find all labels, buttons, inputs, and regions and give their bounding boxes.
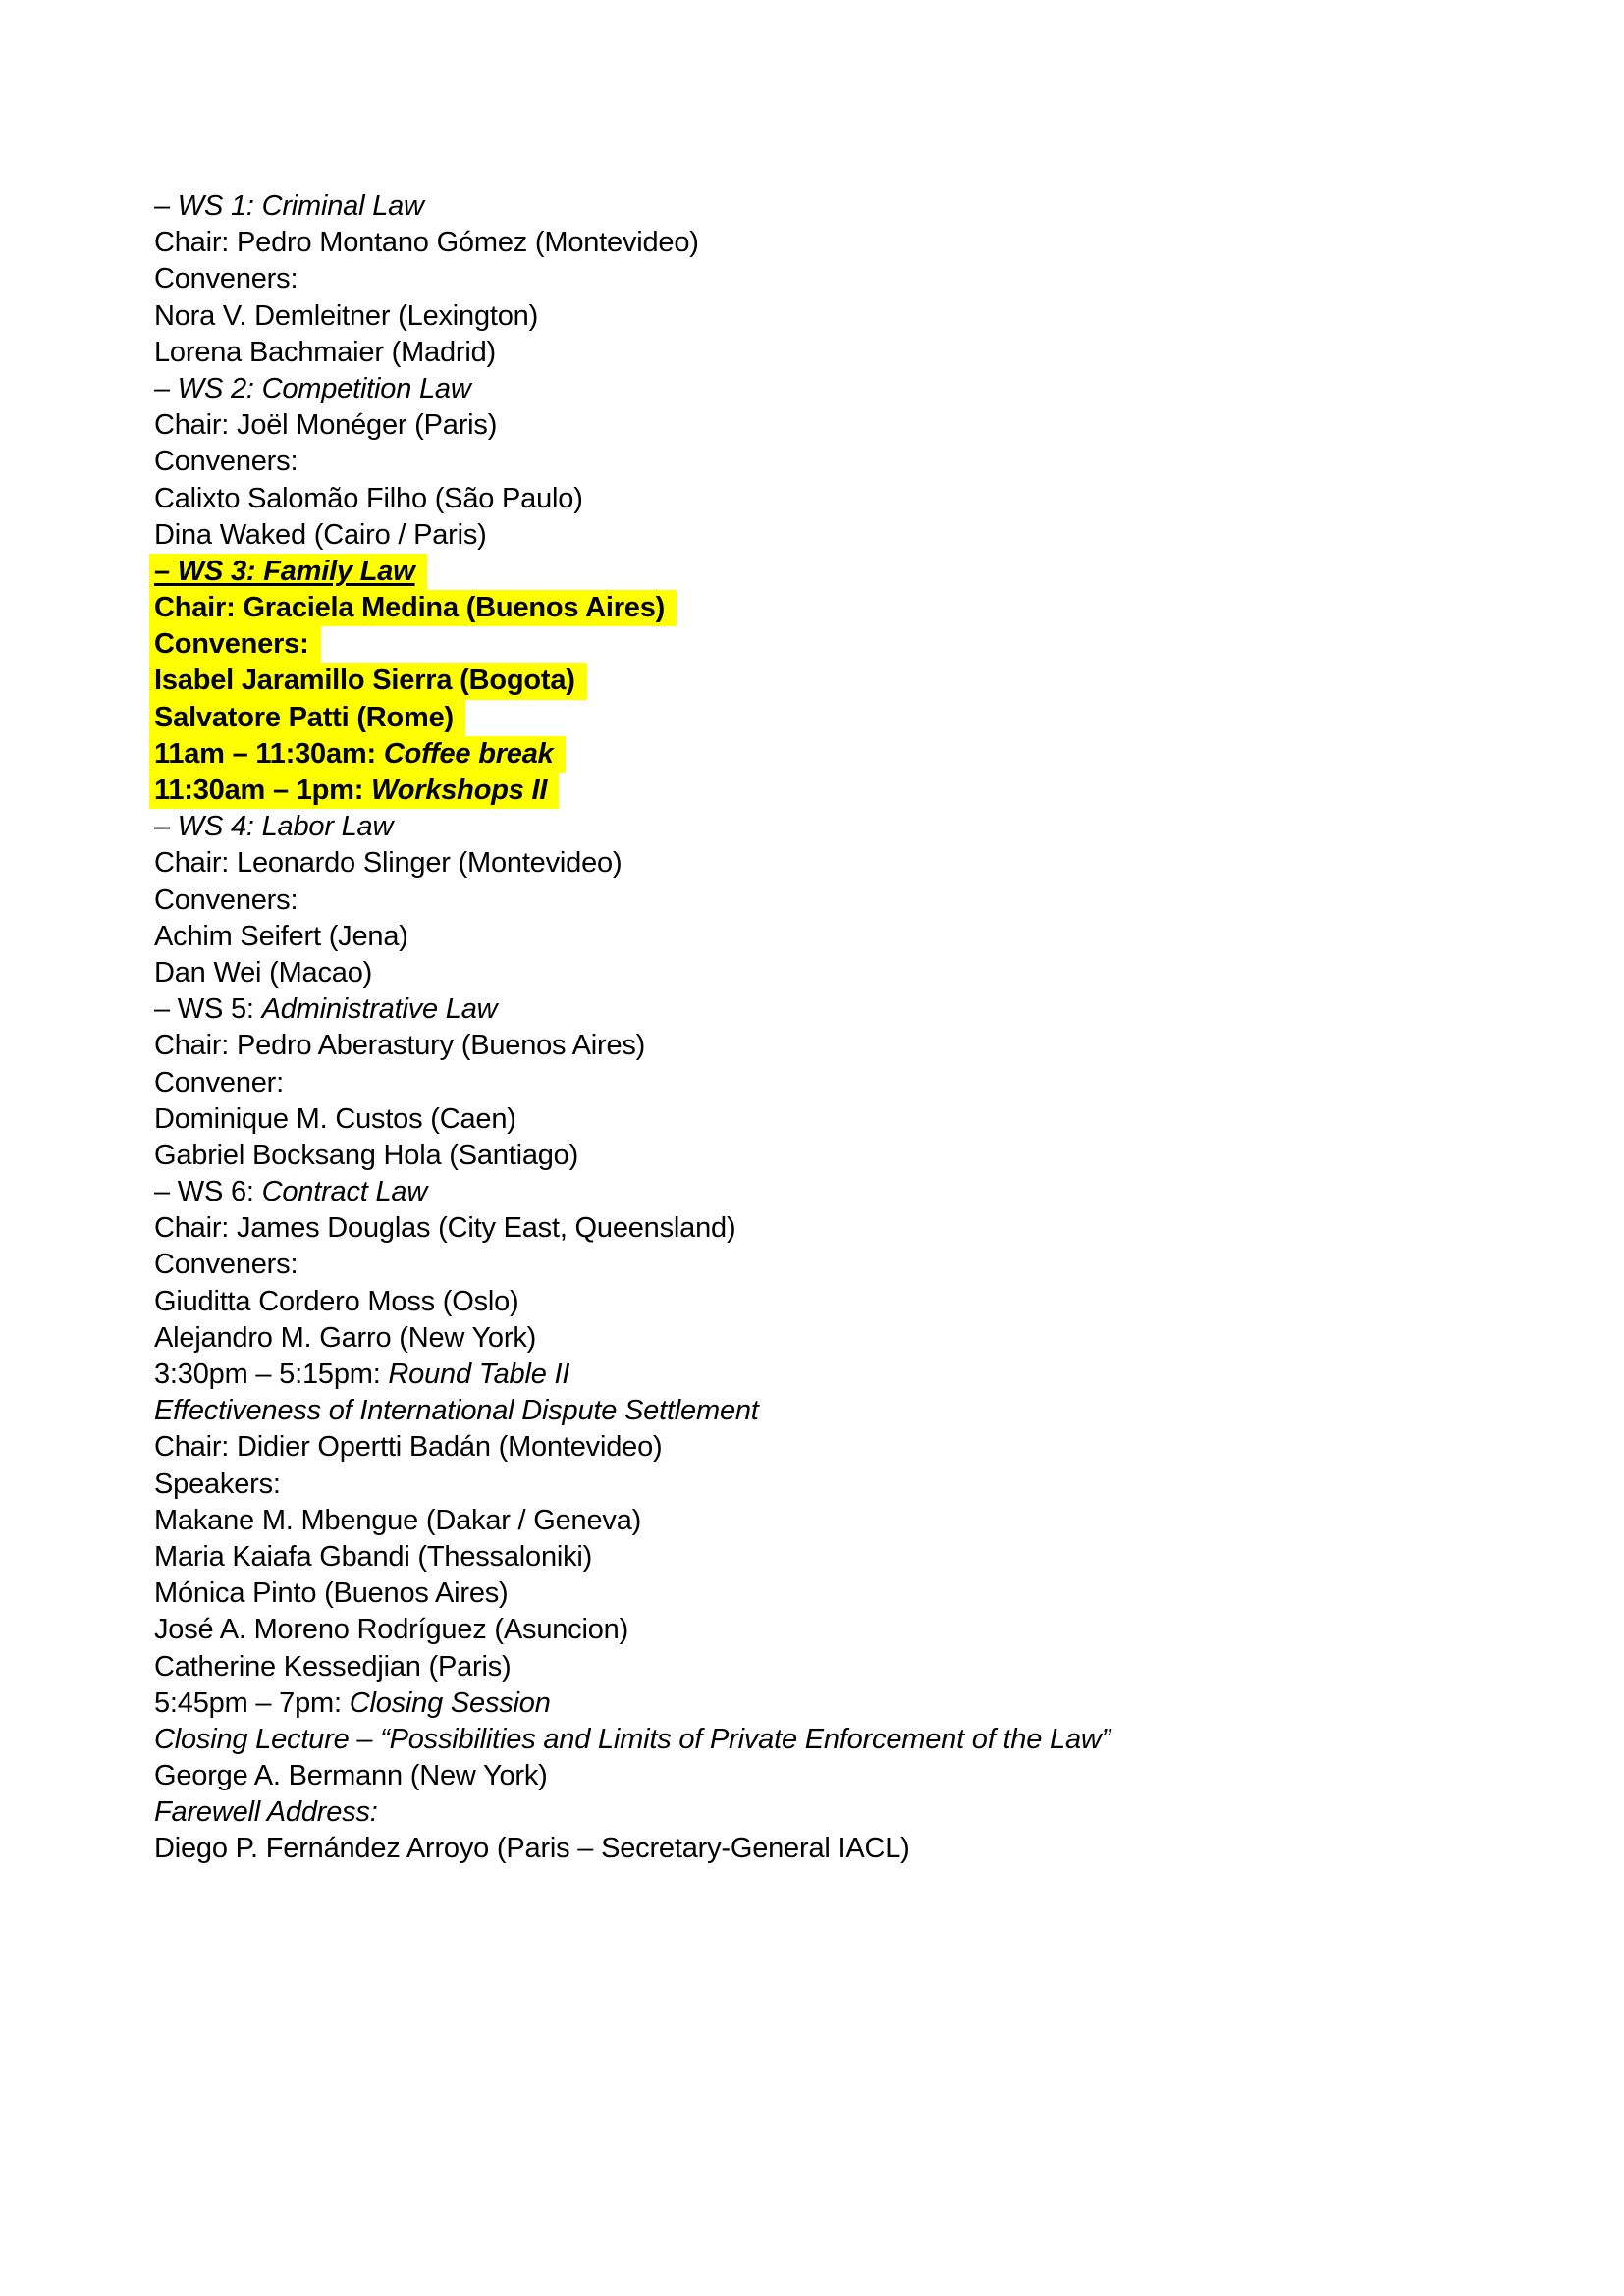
text-segment: – WS 3: Family Law <box>154 555 415 587</box>
line-text <box>154 1030 645 1061</box>
text-segment: José A. Moreno Rodríguez (Asuncion) <box>154 1614 629 1646</box>
line-text <box>154 1833 910 1864</box>
document-body <box>154 188 1565 1868</box>
line-text <box>154 263 298 294</box>
line-text <box>154 519 487 551</box>
text-segment: Chair: Graciela Medina (Buenos Aires) <box>154 592 666 624</box>
program-line <box>154 1722 1565 1758</box>
program-line <box>154 882 1565 919</box>
program-line <box>154 1649 1565 1685</box>
line-text <box>154 1359 569 1390</box>
line-text <box>154 1322 536 1354</box>
text-segment: Isabel Jaramillo Sierra (Bogota) <box>154 665 575 697</box>
text-segment: Salvatore Patti (Rome) <box>154 701 455 733</box>
program-line <box>154 1831 1565 1867</box>
text-segment: 3:30pm – 5:15pm: <box>154 1359 389 1390</box>
text-segment: Dominique M. Custos (Caen) <box>154 1102 516 1135</box>
text-segment: Chair: Didier Opertti Badán (Montevideo) <box>154 1431 663 1464</box>
program-line <box>154 371 1565 407</box>
line-text <box>154 1760 548 1791</box>
text-segment: Maria Kaiafa Gbandi (Thessaloniki) <box>154 1540 593 1573</box>
program-line <box>154 736 1565 773</box>
program-line <box>154 626 1565 663</box>
highlighted-text <box>149 700 465 736</box>
program-line <box>154 919 1565 955</box>
program-line <box>154 955 1565 991</box>
text-segment: – WS 2: Competition Law <box>154 372 471 404</box>
line-text <box>154 1212 735 1244</box>
text-segment: Lorena Bachmaier (Madrid) <box>154 336 496 368</box>
line-text <box>154 1468 281 1500</box>
text-segment: Dina Waked (Cairo / Paris) <box>154 518 487 551</box>
program-line <box>154 335 1565 371</box>
line-text <box>154 811 393 842</box>
line-text <box>154 1614 628 1645</box>
line-text <box>154 1286 519 1317</box>
line-text <box>154 921 408 952</box>
text-segment: Mónica Pinto (Buenos Aires) <box>154 1577 509 1610</box>
text-segment: Diego P. Fernández Arroyo (Paris – Secretary-General IACL) <box>154 1833 910 1865</box>
text-segment: Convener: <box>154 1066 284 1098</box>
program-line <box>154 517 1565 554</box>
line-text <box>154 373 471 404</box>
text-segment: 11:30am – 1pm: <box>154 774 372 806</box>
line-text <box>154 190 424 222</box>
program-line <box>154 773 1565 809</box>
program-line <box>154 444 1565 480</box>
program-line <box>154 1101 1565 1138</box>
text-segment: Nora V. Demleitner (Lexington) <box>154 299 539 332</box>
text-segment: Conveners: <box>154 1249 298 1281</box>
line-text <box>154 1505 641 1536</box>
line-text <box>154 847 622 879</box>
program-line <box>154 1284 1565 1320</box>
text-segment: Round Table II <box>388 1359 570 1390</box>
line-text <box>154 1577 509 1609</box>
program-line <box>154 188 1565 225</box>
highlighted-text <box>149 663 587 699</box>
program-line <box>154 1247 1565 1283</box>
text-segment: Giuditta Cordero Moss (Oslo) <box>154 1285 519 1317</box>
text-segment: Chair: Leonardo Slinger (Montevideo) <box>154 847 623 880</box>
text-segment: Alejandro M. Garro (New York) <box>154 1321 537 1354</box>
program-line <box>154 1320 1565 1357</box>
text-segment: Chair: Pedro Aberastury (Buenos Aires) <box>154 1030 646 1062</box>
line-text <box>154 1103 516 1135</box>
text-segment: Closing Lecture – “Possibilities and Limits of Private Enforcement of the Law” <box>154 1723 1111 1755</box>
text-segment: – WS 1: Criminal Law <box>154 190 424 222</box>
line-text <box>154 300 538 332</box>
text-segment: 5:45pm – 7pm: <box>154 1686 350 1719</box>
text-segment: Gabriel Bocksang Hola (Santiago) <box>154 1139 579 1171</box>
text-segment: Dan Wei (Macao) <box>154 956 373 988</box>
line-text <box>154 409 497 441</box>
line-text <box>154 1395 759 1426</box>
program-line <box>154 1065 1565 1101</box>
text-segment: Effectiveness of International Dispute Settlement <box>154 1395 759 1427</box>
highlighted-text <box>149 773 559 809</box>
program-line <box>154 298 1565 335</box>
highlighted-text <box>149 554 427 590</box>
highlighted-text <box>149 590 677 626</box>
line-text <box>154 1687 551 1719</box>
program-line <box>154 1794 1565 1831</box>
program-line <box>154 1685 1565 1722</box>
program-line <box>154 1503 1565 1539</box>
line-text <box>154 1249 298 1280</box>
text-segment: Calixto Salomão Filho (São Paulo) <box>154 482 583 514</box>
program-line <box>154 1539 1565 1575</box>
text-segment: Achim Seifert (Jena) <box>154 920 408 952</box>
program-line <box>154 1028 1565 1064</box>
text-segment: Closing Session <box>349 1686 551 1719</box>
line-text <box>154 1140 578 1171</box>
text-segment: Conveners: <box>154 446 298 478</box>
text-segment: Speakers: <box>154 1468 281 1500</box>
program-line <box>154 481 1565 517</box>
program-line <box>154 991 1565 1028</box>
text-segment: Administrative Law <box>261 993 498 1026</box>
line-text <box>154 1724 1110 1755</box>
text-segment: Chair: James Douglas (City East, Queensland) <box>154 1212 736 1245</box>
text-segment: – WS 4: Labor Law <box>154 811 394 843</box>
line-text <box>154 1541 592 1573</box>
line-text <box>154 1431 662 1463</box>
highlighted-text <box>149 736 566 773</box>
text-segment: Conveners: <box>154 883 298 916</box>
program-line <box>154 554 1565 590</box>
text-segment: – WS 5: <box>154 993 262 1026</box>
text-segment: Workshops II <box>371 774 548 806</box>
program-line <box>154 1467 1565 1503</box>
line-text <box>154 957 372 988</box>
program-line <box>154 809 1565 845</box>
program-line <box>154 1429 1565 1466</box>
text-segment: Makane M. Mbengue (Dakar / Geneva) <box>154 1504 642 1536</box>
line-text <box>154 993 497 1025</box>
text-segment: Coffee break <box>383 737 554 770</box>
program-line <box>154 1575 1565 1612</box>
text-segment: 11am – 11:30am: <box>154 737 384 770</box>
text-segment: Catherine Kessedjian (Paris) <box>154 1650 512 1682</box>
line-text <box>154 337 496 368</box>
line-text <box>154 1176 427 1207</box>
program-line <box>154 225 1565 261</box>
program-line <box>154 590 1565 626</box>
line-text <box>154 227 699 258</box>
highlighted-text <box>149 626 321 663</box>
program-line <box>154 1174 1565 1210</box>
program-line <box>154 1357 1565 1393</box>
text-segment: Chair: Joël Monéger (Paris) <box>154 409 498 442</box>
line-text <box>154 1651 512 1682</box>
program-line <box>154 1210 1565 1247</box>
line-text <box>154 1796 378 1828</box>
program-line <box>154 261 1565 297</box>
program-line <box>154 700 1565 736</box>
text-segment: – WS 6: <box>154 1176 262 1208</box>
program-line <box>154 1758 1565 1794</box>
program-line <box>154 1393 1565 1429</box>
line-text <box>154 446 298 477</box>
line-text <box>154 884 298 916</box>
text-segment: Conveners: <box>154 628 309 661</box>
program-line <box>154 1612 1565 1648</box>
text-segment: Chair: Pedro Montano Gómez (Montevideo) <box>154 227 699 259</box>
text-segment: Contract Law <box>261 1176 428 1208</box>
program-line <box>154 1138 1565 1174</box>
program-line <box>154 407 1565 444</box>
program-line <box>154 845 1565 881</box>
text-segment: George A. Bermann (New York) <box>154 1760 548 1792</box>
program-line <box>154 663 1565 699</box>
line-text <box>154 1067 284 1098</box>
text-segment: Conveners: <box>154 263 298 295</box>
line-text <box>154 483 583 514</box>
text-segment: Farewell Address: <box>154 1796 378 1829</box>
